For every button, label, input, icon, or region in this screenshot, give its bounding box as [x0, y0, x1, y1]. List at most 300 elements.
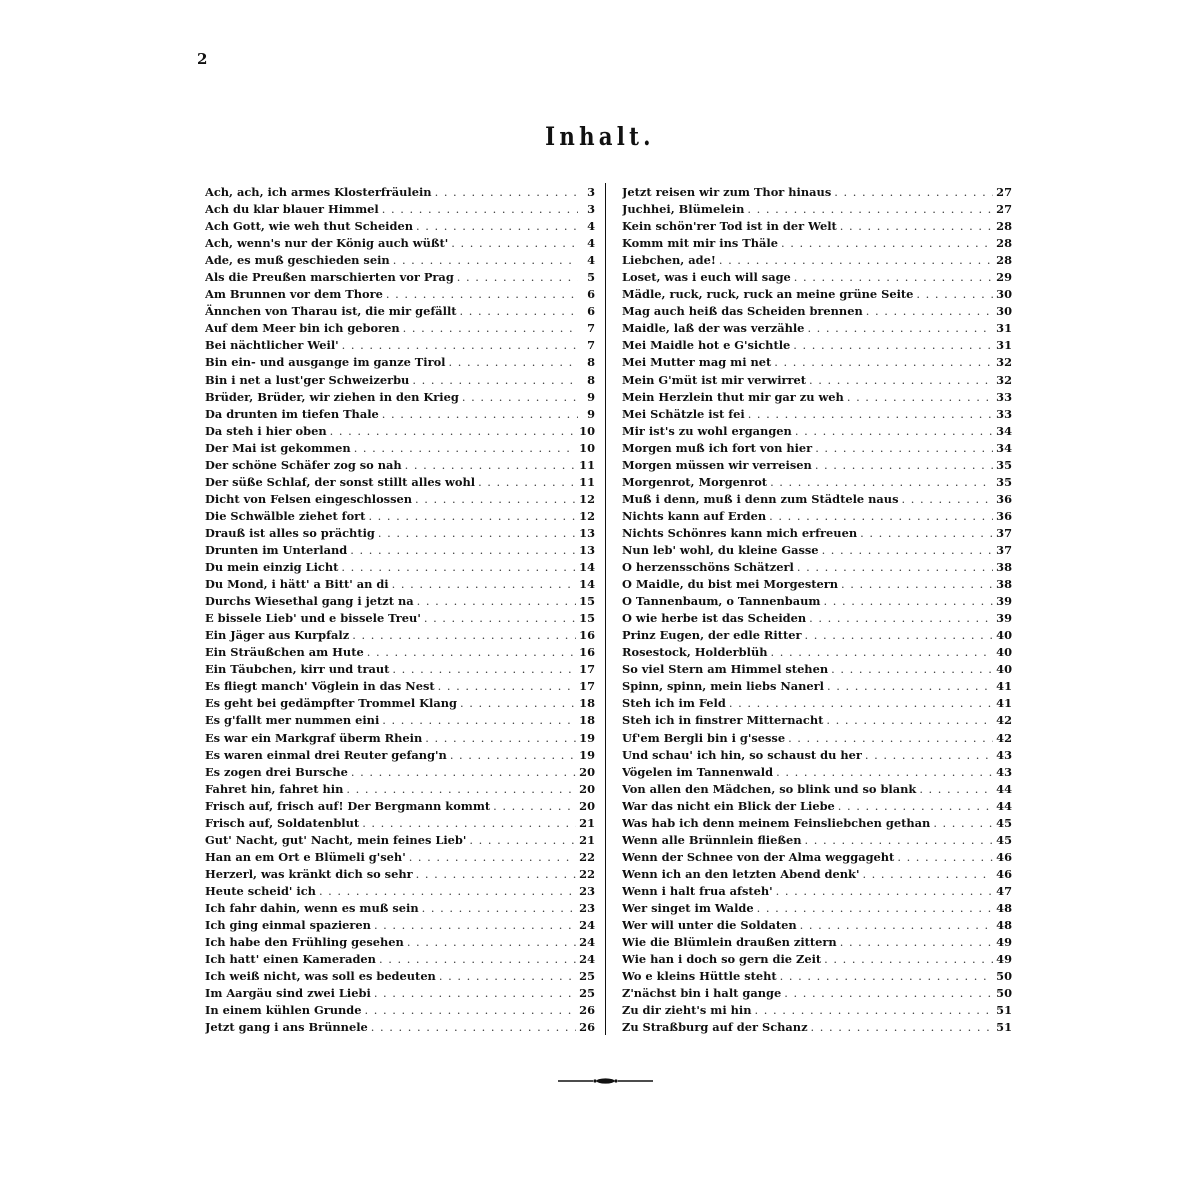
toc-entry-title: Ach Gott, wie weh thut Scheiden	[205, 219, 414, 234]
toc-entry-title: Auf dem Meer bin ich geboren	[205, 321, 400, 336]
toc-entry	[622, 730, 1012, 747]
toc-entry-title: Ach du klar blauer Himmel	[205, 202, 379, 217]
toc-entry	[622, 644, 1012, 661]
toc-entry	[205, 661, 595, 678]
toc-entry-page: 25	[579, 986, 595, 1001]
toc-entry-title: Muß i denn, muß i denn zum Städtele naus	[622, 491, 899, 506]
toc-entry-page: 10	[579, 440, 595, 455]
toc-entry	[205, 372, 595, 389]
toc-entry-page: 13	[579, 525, 595, 540]
dot-leader	[378, 525, 576, 542]
toc-entry	[205, 883, 595, 900]
dot-leader	[805, 627, 994, 644]
toc-entry	[205, 934, 595, 951]
toc-entry	[205, 781, 595, 798]
dot-leader	[916, 286, 993, 303]
toc-entry-title: Ich fahr dahin, wenn es muß sein	[205, 900, 419, 915]
toc-entry-page: 37	[996, 542, 1012, 557]
toc-entry-title: Ännchen von Tharau ist, die mir gefällt	[205, 304, 457, 319]
toc-entry	[622, 406, 1012, 423]
toc-entry	[622, 184, 1012, 201]
dot-leader	[797, 559, 993, 576]
toc-entry-title: Morgen müssen wir verreisen	[622, 457, 812, 472]
toc-entry-title: Ach, wenn's nur der König auch wüßt'	[205, 236, 449, 251]
toc-entry-page: 18	[579, 696, 595, 711]
toc-entry-title: Du Mond, i hätt' a Bitt' an di	[205, 577, 389, 592]
dot-leader	[425, 730, 576, 747]
toc-entry	[622, 542, 1012, 559]
toc-entry-page: 21	[579, 832, 595, 847]
toc-entry-title: Frisch auf, Soldatenblut	[205, 815, 360, 830]
toc-entry	[205, 184, 595, 201]
toc-entry-title: Was hab ich denn meinem Feinsliebchen gethan	[622, 815, 931, 830]
dot-leader	[450, 747, 576, 764]
toc-entry-title: Morgenrot, Morgenrot	[622, 474, 768, 489]
toc-entry-page: 35	[996, 457, 1012, 472]
toc-entry-title: Komm mit mir ins Thäle	[622, 236, 778, 251]
toc-entry-page: 4	[587, 236, 595, 251]
dot-leader	[462, 389, 578, 406]
toc-entry-page: 9	[587, 389, 595, 404]
toc-entry	[622, 423, 1012, 440]
toc-entry-title: Wie han i doch so gern die Zeit	[622, 952, 822, 967]
dot-leader	[362, 815, 576, 832]
dot-leader	[770, 474, 993, 491]
toc-entry-title: Mädle, ruck, ruck, ruck an meine grüne Seite	[622, 287, 914, 302]
toc-entry	[622, 491, 1012, 508]
dot-leader	[823, 593, 993, 610]
toc-entry	[205, 320, 595, 337]
toc-entry-page: 24	[579, 918, 595, 933]
toc-entry	[205, 985, 595, 1002]
toc-entry	[622, 951, 1012, 968]
toc-entry	[622, 508, 1012, 525]
dot-leader	[416, 218, 578, 235]
dot-leader	[793, 337, 993, 354]
toc-entry	[205, 968, 595, 985]
toc-entry	[622, 798, 1012, 815]
toc-entry	[622, 218, 1012, 235]
dot-leader	[392, 576, 577, 593]
dot-leader	[811, 1019, 994, 1036]
dot-leader	[451, 235, 578, 252]
toc-entry	[205, 491, 595, 508]
dot-leader	[815, 440, 993, 457]
dot-leader	[319, 883, 576, 900]
toc-entry	[205, 593, 595, 610]
toc-entry-page: 39	[996, 594, 1012, 609]
toc-entry	[205, 798, 595, 815]
toc-entry	[205, 644, 595, 661]
dot-leader	[407, 934, 576, 951]
toc-entry-title: Morgen muß ich fort von hier	[622, 440, 813, 455]
toc-entry	[205, 218, 595, 235]
toc-entry-title: Fahret hin, fahret hin	[205, 781, 344, 796]
toc-entry-title: Ein Sträußchen am Hute	[205, 645, 364, 660]
dot-leader	[422, 900, 577, 917]
toc-entry-title: Es g'fallt mer nummen eini	[205, 713, 380, 728]
dot-leader	[352, 627, 576, 644]
toc-entry	[205, 576, 595, 593]
dot-leader	[439, 968, 576, 985]
toc-entry	[622, 235, 1012, 252]
toc-entry-page: 45	[996, 815, 1012, 830]
toc-entry	[622, 252, 1012, 269]
toc-entry-page: 46	[996, 866, 1012, 881]
toc-entry-title: Ein Täubchen, kirr und traut	[205, 662, 390, 677]
dot-leader	[840, 934, 993, 951]
toc-entry-title: Drunten im Unterland	[205, 542, 348, 557]
toc-entry-title: O wie herbe ist das Scheiden	[622, 611, 807, 626]
toc-entry-page: 40	[996, 662, 1012, 677]
toc-entry	[205, 269, 595, 286]
toc-entry-page: 41	[996, 696, 1012, 711]
toc-entry-page: 5	[587, 270, 595, 285]
dot-leader	[382, 406, 578, 423]
dot-leader	[374, 917, 576, 934]
dot-leader	[933, 815, 993, 832]
toc-entry-page: 14	[579, 577, 595, 592]
toc-entry-page: 15	[579, 611, 595, 626]
dot-leader	[755, 1002, 994, 1019]
toc-entry-page: 34	[996, 440, 1012, 455]
dot-leader	[815, 457, 993, 474]
dot-leader	[412, 372, 578, 389]
toc-entry	[622, 866, 1012, 883]
toc-entry-page: 28	[996, 236, 1012, 251]
toc-entry-title: Gut' Nacht, gut' Nacht, mein feines Lieb'	[205, 832, 467, 847]
toc-entry	[205, 849, 595, 866]
dot-leader	[460, 695, 576, 712]
toc-entry-title: Jetzt reisen wir zum Thor hinaus	[622, 185, 832, 199]
toc-entry-title: Wer will unter die Soldaten	[622, 918, 797, 933]
dot-leader	[822, 542, 994, 559]
toc-entry	[622, 985, 1012, 1002]
toc-entry-page: 3	[587, 202, 595, 217]
dot-leader	[393, 252, 578, 269]
toc-entry-page: 27	[996, 185, 1012, 199]
toc-entry-page: 51	[996, 1020, 1012, 1035]
toc-entry-title: Brüder, Brüder, wir ziehen in den Krieg	[205, 389, 459, 404]
toc-entry-title: Ich ging einmal spazieren	[205, 918, 371, 933]
toc-entry	[622, 559, 1012, 576]
dot-leader	[840, 218, 993, 235]
dot-leader	[729, 695, 993, 712]
toc-entry-page: 17	[579, 662, 595, 677]
toc-entry-page: 22	[579, 849, 595, 864]
toc-entry-page: 14	[579, 560, 595, 575]
toc-entry	[622, 712, 1012, 729]
toc-entry	[622, 286, 1012, 303]
toc-entry	[205, 286, 595, 303]
toc-entry	[622, 201, 1012, 218]
dot-leader	[367, 644, 576, 661]
dot-leader	[417, 593, 577, 610]
toc-entry-title: Spinn, spinn, mein liebs Nanerl	[622, 679, 824, 694]
toc-entry	[205, 764, 595, 781]
toc-entry-title: Mein Herzlein thut mir gar zu weh	[622, 389, 844, 404]
toc-entry	[205, 201, 595, 218]
toc-entry-page: 44	[996, 781, 1012, 796]
dot-leader	[847, 389, 993, 406]
toc-entry-title: Mei Schätzle ist fei	[622, 406, 745, 421]
dot-leader	[382, 712, 576, 729]
toc-entry-title: O herzensschöns Schätzerl	[622, 560, 794, 575]
toc-entry	[622, 968, 1012, 985]
toc-entry	[622, 883, 1012, 900]
toc-entry-title: Dicht von Felsen eingeschlossen	[205, 491, 413, 506]
toc-entry-title: Wenn alle Brünnlein fließen	[622, 832, 802, 847]
toc-entry	[205, 542, 595, 559]
toc-entry-title: Kein schön'rer Tod ist in der Welt	[622, 219, 837, 234]
toc-entry-title: Es zogen drei Bursche	[205, 764, 348, 779]
toc-entry	[205, 406, 595, 423]
toc-entry	[205, 389, 595, 406]
toc-entry-page: 23	[579, 900, 595, 915]
dot-leader	[374, 985, 576, 1002]
toc-entry-title: Es war ein Markgraf überm Rhein	[205, 730, 423, 745]
toc-entry-page: 30	[996, 287, 1012, 302]
toc-entry	[205, 508, 595, 525]
toc-entry-title: Mir ist's zu wohl ergangen	[622, 423, 792, 438]
toc-entry	[205, 457, 595, 474]
toc-entry	[622, 1019, 1012, 1036]
toc-entry	[205, 900, 595, 917]
dot-leader	[824, 951, 993, 968]
dot-leader	[457, 269, 578, 286]
toc-entry	[622, 593, 1012, 610]
toc-entry-title: Von allen den Mädchen, so blink und so blank	[622, 781, 917, 796]
dot-leader	[341, 559, 576, 576]
toc-entry-page: 32	[996, 355, 1012, 370]
dot-leader	[780, 968, 993, 985]
toc-entry-page: 20	[579, 798, 595, 813]
toc-entry-title: Mag auch heiß das Scheiden brennen	[622, 304, 863, 319]
toc-entry-title: So viel Stern am Himmel stehen	[622, 662, 829, 677]
dot-leader	[781, 235, 993, 252]
toc-entry-page: 48	[996, 900, 1012, 915]
toc-entry-title: Bei nächtlicher Weil'	[205, 338, 339, 353]
dot-leader	[788, 730, 993, 747]
toc-entry	[622, 832, 1012, 849]
toc-entry-page: 8	[587, 355, 595, 370]
toc-entry	[205, 917, 595, 934]
toc-entry-title: Die Schwälble ziehet fort	[205, 508, 366, 523]
dot-leader	[371, 1019, 576, 1036]
toc-entry-title: Am Brunnen vor dem Thore	[205, 287, 383, 302]
toc-entry-page: 12	[579, 491, 595, 506]
toc-entry-page: 26	[579, 1020, 595, 1035]
toc-entry	[622, 1002, 1012, 1019]
toc-entry-page: 7	[587, 338, 595, 353]
toc-entry-title: Der süße Schlaf, der sonst stillt alles wohl	[205, 474, 476, 489]
dot-leader	[415, 491, 576, 508]
dot-leader	[809, 372, 993, 389]
toc-entry-title: Maidle, laß der was verzähle	[622, 321, 805, 336]
toc-entry-page: 39	[996, 611, 1012, 626]
toc-entry	[622, 695, 1012, 712]
toc-entry	[205, 678, 595, 695]
toc-entry-title: Ich weiß nicht, was soll es bedeuten	[205, 969, 436, 984]
dot-leader	[382, 201, 578, 218]
toc-entry-title: Jetzt gang i ans Brünnele	[205, 1020, 368, 1035]
toc-entry-title: Ich hatt' einen Kameraden	[205, 952, 376, 967]
toc-entry-page: 31	[996, 338, 1012, 353]
toc-entry-page: 42	[996, 713, 1012, 728]
toc-entry-title: Mei Maidle hot e G'sichtle	[622, 338, 791, 353]
toc-entry-page: 38	[996, 560, 1012, 575]
dot-leader	[351, 764, 576, 781]
toc-entry-title: Und schau' ich hin, so schaust du her	[622, 747, 862, 762]
dot-leader	[902, 491, 994, 508]
toc-entry	[205, 627, 595, 644]
toc-entry-title: Als die Preußen marschierten vor Prag	[205, 270, 454, 285]
toc-entry-page: 46	[996, 849, 1012, 864]
toc-entry-title: Heute scheid' ich	[205, 883, 316, 898]
dot-leader	[368, 508, 576, 525]
toc-entry-page: 30	[996, 304, 1012, 319]
toc-entry-page: 24	[579, 952, 595, 967]
dot-leader	[405, 457, 576, 474]
toc-entry-title: Uf'em Bergli bin i g'sesse	[622, 730, 786, 745]
toc-entry-title: Es fliegt manch' Vöglein in das Nest	[205, 679, 435, 694]
dot-leader	[354, 440, 576, 457]
dot-leader	[771, 644, 994, 661]
toc-entry-title: Bin ein- und ausgange im ganze Tirol	[205, 355, 446, 370]
toc-entry-page: 28	[996, 219, 1012, 234]
toc-entry	[622, 781, 1012, 798]
toc-entry-title: Nichts kann auf Erden	[622, 508, 767, 523]
toc-entry-page: 13	[579, 542, 595, 557]
dot-leader	[807, 320, 993, 337]
toc-entry-title: Loset, was i euch will sage	[622, 270, 791, 285]
toc-entry-page: 38	[996, 577, 1012, 592]
dot-leader	[831, 661, 993, 678]
dot-leader	[809, 610, 993, 627]
toc-entry-title: E bissele Lieb' und e bissele Treu'	[205, 611, 421, 626]
toc-entry-title: Ade, es muß geschieden sein	[205, 253, 390, 268]
toc-entry-page: 17	[579, 679, 595, 694]
toc-entry	[622, 440, 1012, 457]
toc-entry	[622, 900, 1012, 917]
toc-entry-title: Liebchen, ade!	[622, 253, 716, 268]
toc-entry-title: Prinz Eugen, der edle Ritter	[622, 628, 802, 643]
toc-entry	[622, 389, 1012, 406]
end-ornament	[558, 1076, 653, 1086]
toc-entry	[622, 320, 1012, 337]
toc-entry	[622, 474, 1012, 491]
dot-leader	[392, 661, 576, 678]
toc-entry	[622, 337, 1012, 354]
toc-entry-page: 36	[996, 508, 1012, 523]
toc-entry-page: 8	[587, 372, 595, 387]
dot-leader	[865, 747, 993, 764]
toc-entry-page: 28	[996, 253, 1012, 268]
toc-entry-title: Da drunten im tiefen Thale	[205, 406, 379, 421]
toc-entry-page: 34	[996, 423, 1012, 438]
toc-entry-title: In einem kühlen Grunde	[205, 1003, 362, 1018]
toc-entry-title: Mein G'müt ist mir verwirret	[622, 372, 807, 387]
toc-entry-title: Wenn der Schnee von der Alma weggageht	[622, 849, 895, 864]
toc-entry-title: Zu dir zieht's mi hin	[622, 1003, 752, 1018]
toc-entry-page: 32	[996, 372, 1012, 387]
toc-entry	[205, 712, 595, 729]
dot-leader	[795, 423, 993, 440]
toc-entry	[622, 764, 1012, 781]
toc-entry-page: 3	[587, 185, 595, 199]
toc-entry-title: Steh ich in finstrer Mitternacht	[622, 713, 824, 728]
toc-entry-page: 41	[996, 679, 1012, 694]
toc-entry-title: Nun leb' wohl, du kleine Gasse	[622, 542, 819, 557]
toc-entry	[622, 627, 1012, 644]
toc-entry-title: Zu Straßburg auf der Schanz	[622, 1020, 808, 1035]
dot-leader	[834, 184, 993, 201]
toc-entry-title: Wenn ich an den letzten Abend denk'	[622, 866, 860, 881]
toc-entry-page: 44	[996, 798, 1012, 813]
dot-leader	[866, 303, 993, 320]
toc-entry-page: 42	[996, 730, 1012, 745]
toc-entry	[205, 252, 595, 269]
toc-entry	[622, 303, 1012, 320]
toc-entry-title: Drauß ist alles so prächtig	[205, 525, 375, 540]
toc-entry	[205, 1002, 595, 1019]
dot-leader	[919, 781, 993, 798]
toc-entry	[622, 525, 1012, 542]
column-divider	[605, 183, 606, 1035]
toc-entry-title: Herzerl, was kränkt dich so sehr	[205, 866, 413, 881]
toc-entry-title: Im Aargäu sind zwei Liebi	[205, 986, 371, 1001]
dot-leader	[757, 900, 994, 917]
toc-entry-title: Der schöne Schäfer zog so nah	[205, 457, 402, 472]
toc-entry	[205, 337, 595, 354]
dot-leader	[774, 354, 993, 371]
toc-entry-page: 15	[579, 594, 595, 609]
toc-entry	[622, 372, 1012, 389]
toc-entry	[205, 1019, 595, 1036]
toc-entry-title: Es geht bei gedämpfter Trommel Klang	[205, 696, 457, 711]
dot-leader	[800, 917, 993, 934]
dot-leader	[409, 849, 576, 866]
toc-entry-title: Ich habe den Frühling gesehen	[205, 935, 404, 950]
toc-entry-page: 31	[996, 321, 1012, 336]
toc-entry-title: Ach, ach, ich armes Klosterfräulein	[205, 185, 432, 199]
dot-leader	[776, 883, 993, 900]
toc-entry-page: 20	[579, 781, 595, 796]
toc-entry-page: 33	[996, 389, 1012, 404]
dot-leader	[493, 798, 576, 815]
toc-entry-title: Wie die Blümlein draußen zittern	[622, 935, 837, 950]
toc-entry	[205, 440, 595, 457]
toc-entry-title: War das nicht ein Blick der Liebe	[622, 798, 835, 813]
toc-entry-page: 19	[579, 730, 595, 745]
dot-leader	[827, 678, 993, 695]
toc-entry-page: 12	[579, 508, 595, 523]
toc-entry-title: Vögelen im Tannenwald	[622, 764, 774, 779]
dot-leader	[719, 252, 993, 269]
toc-column-right	[622, 184, 1012, 1036]
toc-entry-page: 48	[996, 918, 1012, 933]
toc-entry-page: 45	[996, 832, 1012, 847]
toc-entry	[622, 576, 1012, 593]
toc-entry	[205, 695, 595, 712]
toc-entry	[205, 610, 595, 627]
toc-entry-page: 43	[996, 764, 1012, 779]
dot-leader	[478, 474, 576, 491]
toc-entry-page: 20	[579, 764, 595, 779]
toc-entry-title: Durchs Wiesethal gang i jetzt na	[205, 594, 414, 609]
dot-leader	[386, 286, 578, 303]
toc-entry-page: 29	[996, 270, 1012, 285]
